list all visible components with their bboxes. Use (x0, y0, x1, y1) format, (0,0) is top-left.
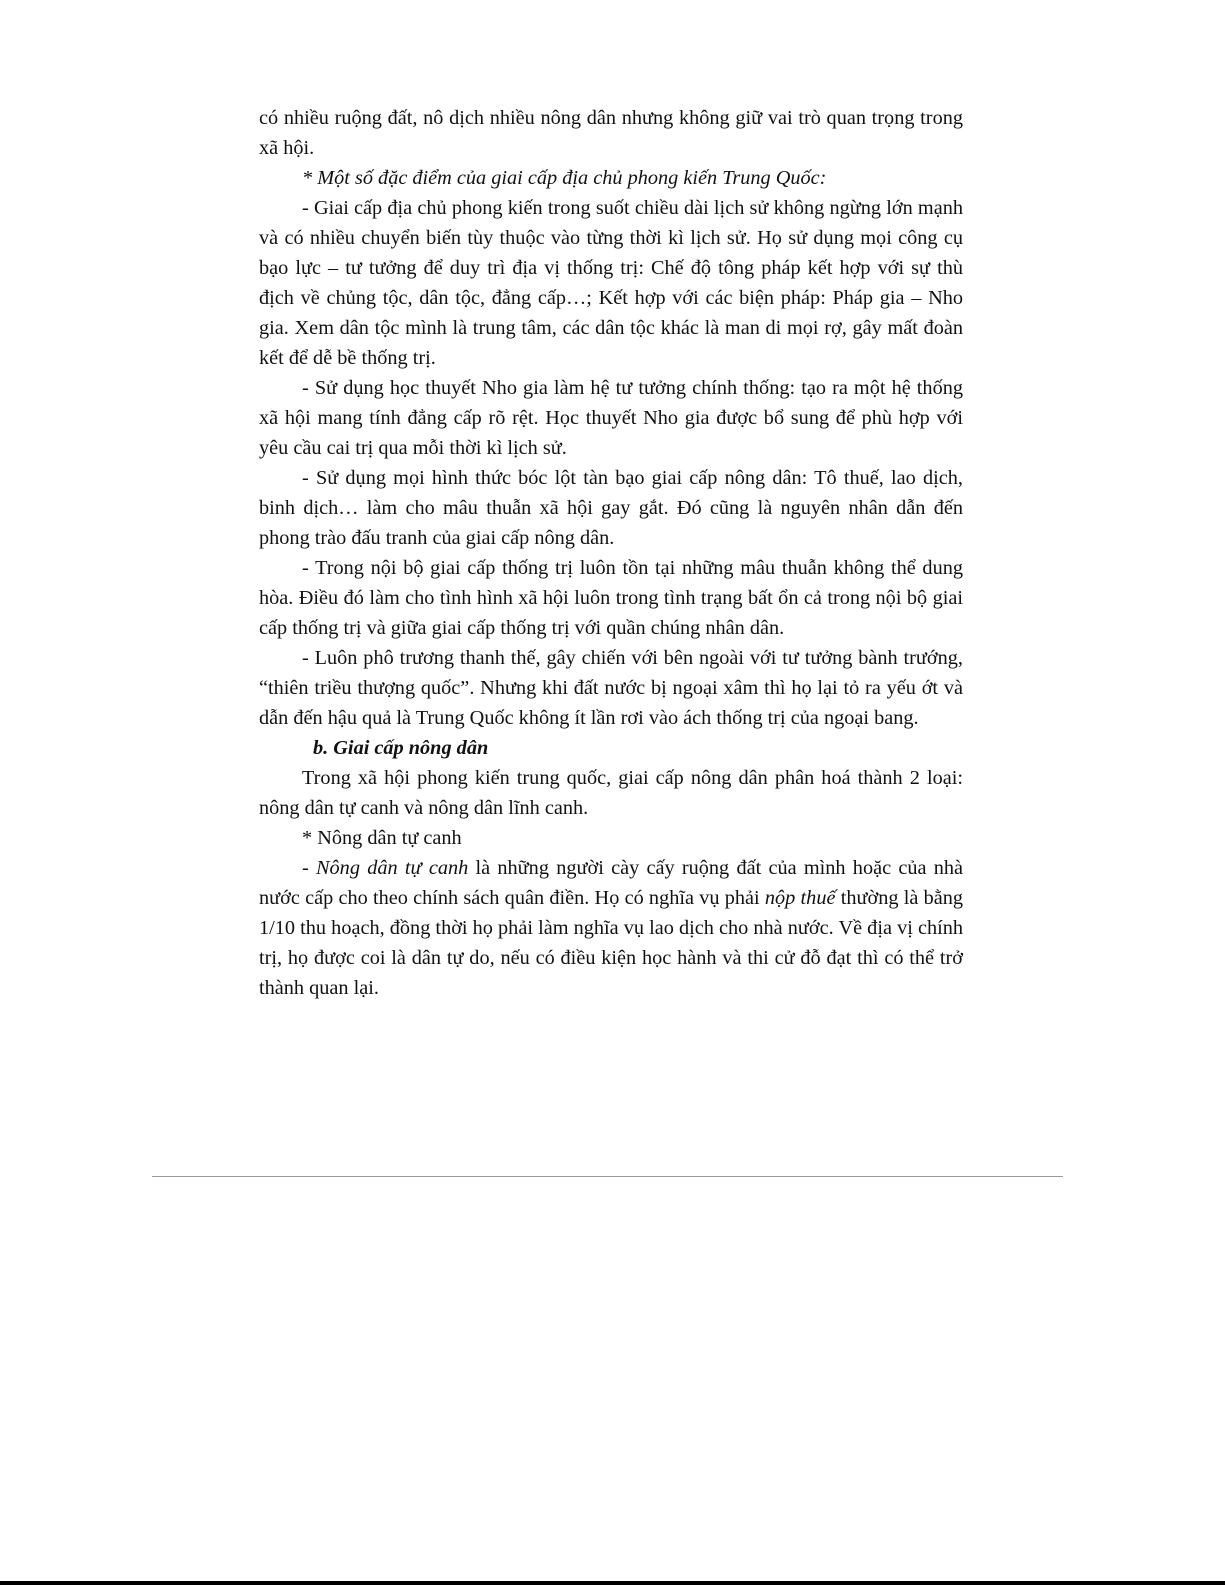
paragraph-text: thường là bằng 1/10 thu hoạch, đồng thời họ phải làm nghĩa vụ lao dịch cho nhà nước. Về địa vị chính trị, họ được coi là dân tự do, nếu có điều kiện học hành và thi cử đỗ đạt thì có thể trở thành quan lại. (259, 887, 963, 999)
features-section-title: * Một số đặc điểm của giai cấp địa chủ phong kiến Trung Quốc: (302, 167, 827, 189)
feature-paragraph: - Sử dụng học thuyết Nho gia làm hệ tư tưởng chính thống: tạo ra một hệ thống xã hội mang tính đẳng cấp rõ rệt. Học thuyết Nho gia được bổ sung để phù hợp với yêu cầu cai trị qua mỗi thời kì lịch sử. (259, 377, 963, 459)
subheading-self-farming-peasants (259, 823, 963, 853)
body-text (259, 103, 963, 1003)
subheading-text: * Nông dân tự canh (302, 827, 462, 849)
term-self-farming: Nông dân tự canh (316, 857, 469, 879)
feature-paragraph: - Trong nội bộ giai cấp thống trị luôn tồn tại những mâu thuẫn không thể dung hòa. Điều đó làm cho tình hình xã hội luôn trong tình trạng bất ổn cả trong nội bộ giai cấp thống trị và giữa giai cấp thống trị với quần chúng nhân dân. (259, 557, 963, 639)
feature-paragraph: - Sử dụng mọi hình thức bóc lột tàn bạo giai cấp nông dân: Tô thuế, lao dịch, binh dịch… làm cho mâu thuẫn xã hội gay gắt. Đó cũng là nguyên nhân dẫn đến phong trào đấu tranh của giai cấp nông dân. (259, 467, 963, 549)
paragraph-text: là những người cày cấy ruộng đất của mình hoặc của nhà nước cấp cho theo chính sách quân điền. Họ có nghĩa vụ phải (259, 857, 964, 909)
continuation-paragraph: có nhiều ruộng đất, nô dịch nhiều nông dân nhưng không giữ vai trò quan trọng trong xã hội. (259, 107, 963, 159)
feature-paragraph: - Luôn phô trương thanh thế, gây chiến với bên ngoài với tư tưởng bành trướng, “thiên triều thượng quốc”. Nhưng khi đất nước bị ngoại xâm thì họ lại tỏ ra yếu ớt và dẫn đến hậu quả là Trung Quốc không ít lần rơi vào ách thống trị của ngoại bang. (259, 647, 963, 729)
term-pay-tax: nộp thuế (764, 887, 836, 909)
peasant-intro-paragraph: Trong xã hội phong kiến trung quốc, giai cấp nông dân phân hoá thành 2 loại: nông dân tự canh và nông dân lĩnh canh. (259, 767, 963, 819)
bottom-border (0, 1581, 1225, 1585)
section-heading-peasant-class: b. Giai cấp nông dân (313, 737, 489, 759)
feature-paragraph: - Giai cấp địa chủ phong kiến trong suốt chiều dài lịch sử không ngừng lớn mạnh và có nhiều chuyển biến tùy thuộc vào từng thời kì lịch sử. Họ sử dụng mọi công cụ bạo lực – tư tưởng để duy trì địa vị thống trị: Chế độ tông pháp kết hợp với sự thù địch về chủng tộc, dân tộc, đẳng cấp…; Kết hợp với các biện pháp: Pháp gia – Nho gia. Xem dân tộc mình là trung tâm, các dân tộc khác là man di mọi rợ, gây mất đoàn kết để dễ bề thống trị. (259, 197, 963, 369)
dash: - (302, 857, 317, 879)
self-farming-paragraph (259, 853, 963, 1003)
page-divider (152, 1176, 1063, 1177)
